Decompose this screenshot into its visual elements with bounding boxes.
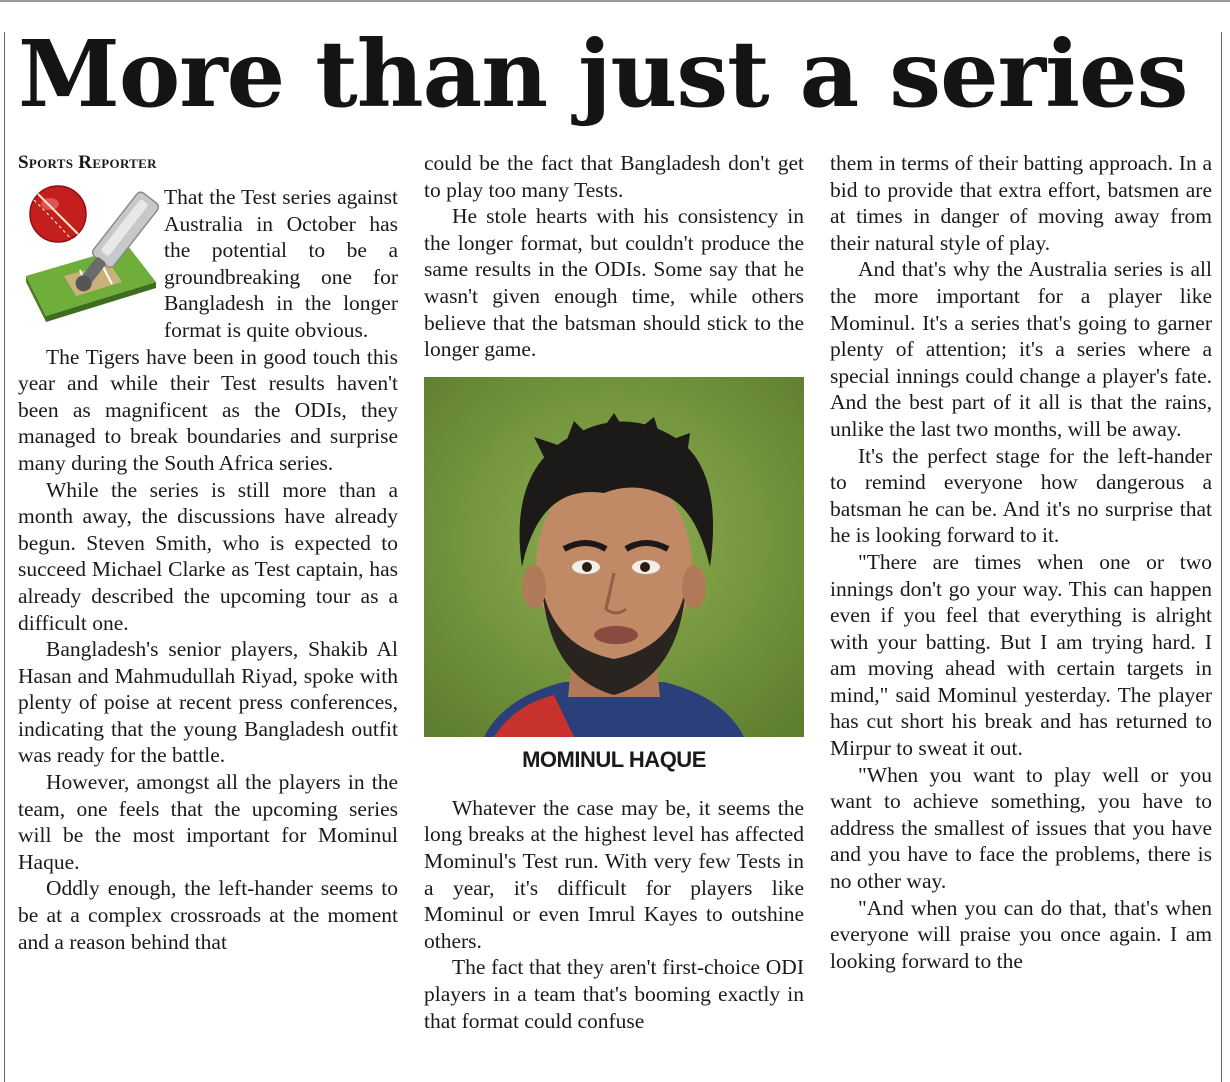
paragraph: The fact that they aren't first-choice ODI players in a team that's booming exactly in that format could confuse	[424, 955, 804, 1033]
article-column-1	[18, 150, 398, 955]
paragraph: Oddly enough, the left-hander seems to be at a complex crossroads at the moment and a reason behind that	[18, 876, 398, 954]
paragraph: The Tigers have been in good touch this year and while their Test results haven't been as magnificent as the ODIs, they managed to break boundaries and surprise many during the South Africa series.	[18, 344, 398, 475]
paragraph: "When you want to play well or you want to achieve something, you have to address the smallest of issues that you have and you have to face the problems, there is no other way.	[830, 762, 1212, 894]
left-column-rule	[4, 32, 5, 1082]
photo-caption: MOMINUL HAQUE	[522, 746, 706, 772]
paragraph: "And when you can do that, that's when everyone will praise you once again. I am looking forward to the	[830, 895, 1212, 973]
paragraph: them in terms of their batting approach. In a bid to provide that extra effort, batsmen are at times in danger of moving away from their natural style of play.	[830, 151, 1212, 255]
right-column-rule	[1221, 32, 1222, 1082]
paragraph: Whatever the case may be, it seems the long breaks at the highest level has affected Mominul's Test run. With very few Tests in a year, it's difficult for players like Mominul or even Imrul Kayes to outshine others.	[424, 795, 804, 953]
paragraph: However, amongst all the players in the team, one feels that the upcoming series will be the most important for Mominul Haque.	[18, 770, 398, 874]
byline: Sports Reporter	[18, 152, 157, 173]
article-column-2	[424, 150, 804, 1034]
headline: More than just a series	[18, 20, 1188, 128]
paragraph: While the series is still more than a month away, the discussions have already begun. Steven Smith, who is expected to succeed Michael Clarke as Test captain, has already described the upcoming tour as a difficult one.	[18, 477, 398, 635]
page-top-rule	[0, 0, 1230, 2]
paragraph: And that's why the Australia series is all the more important for a player like Mominul. It's a series that's going to garner plenty of attention; it's a series where a special innings could change a player's fate. And the best part of it all is that the rains, unlike the last two months, will be away.	[830, 257, 1212, 441]
paragraph: That the Test series against Australia in October has the potential to be a groundbreaking one for Bangladesh in the longer format is quite obvious.	[164, 185, 398, 342]
cricket-ball-bat-icon	[18, 184, 160, 322]
paragraph: Bangladesh's senior players, Shakib Al Hasan and Mahmudullah Riyad, spoke with plenty of poise at recent press conferences, indicating that the young Bangladesh outfit was ready for the battle.	[18, 637, 398, 768]
paragraph: could be the fact that Bangladesh don't get to play too many Tests.	[424, 151, 804, 202]
paragraph: "There are times when one or two innings don't go your way. This can happen even if you feel that everything is alright with your batting. But I am trying hard. I am moving ahead with certain targets in mind," said Mominul yesterday. The player has cut short his break and has returned to Mirpur to sweat it out.	[830, 549, 1212, 761]
player-photo	[424, 377, 804, 737]
paragraph: It's the perfect stage for the left-hander to remind everyone how dangerous a batsman he can be. And it's no surprise that he is looking forward to it.	[830, 443, 1212, 548]
paragraph: He stole hearts with his consistency in the longer format, but couldn't produce the same results in the ODIs. Some say that he wasn't given enough time, while others believe that the batsman should stick to the longer game.	[424, 204, 804, 362]
article-column-3	[830, 150, 1212, 974]
